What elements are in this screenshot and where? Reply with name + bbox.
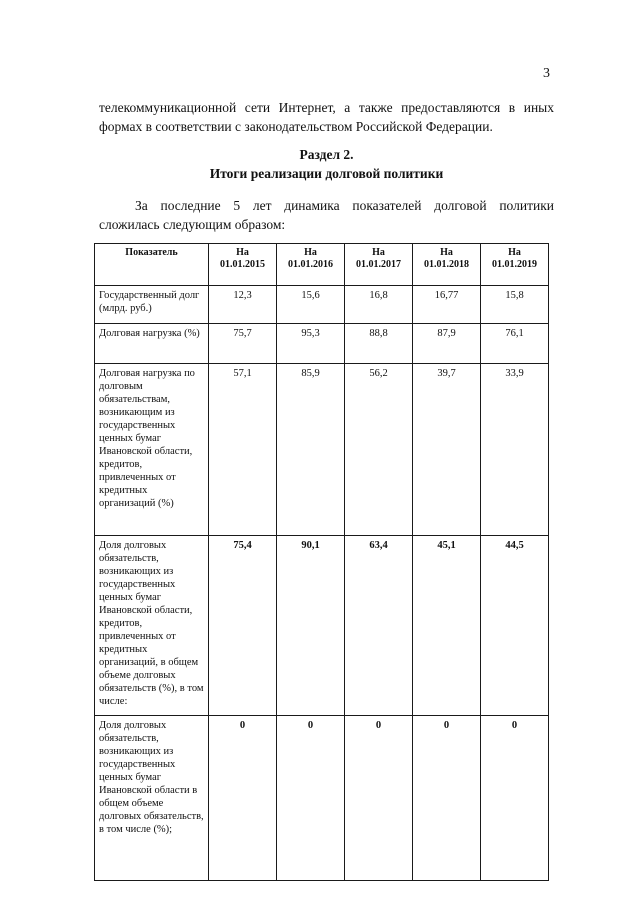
header-prefix: На <box>440 247 453 258</box>
header-prefix: На <box>508 247 521 258</box>
row-value: 16,8 <box>345 286 413 324</box>
row-value: 56,2 <box>345 364 413 536</box>
header-column <box>413 244 481 286</box>
row-value: 33,9 <box>481 364 549 536</box>
row-value: 85,9 <box>277 364 345 536</box>
table-row <box>95 716 549 881</box>
header-column <box>277 244 345 286</box>
row-value: 76,1 <box>481 324 549 364</box>
lead-line-1: За последние 5 лет динамика показателей долговой политики <box>135 198 554 213</box>
row-value: 45,1 <box>413 536 481 716</box>
row-value: 0 <box>481 716 549 881</box>
row-value: 39,7 <box>413 364 481 536</box>
header-date: 01.01.2019 <box>492 259 537 270</box>
row-label: Долговая нагрузка (%) <box>95 324 209 364</box>
row-value: 0 <box>413 716 481 881</box>
row-value: 75,7 <box>209 324 277 364</box>
row-label: Государственный долг (млрд. руб.) <box>95 286 209 324</box>
intro-line-2: формах в соответствии с законодательством Российской Федерации. <box>99 119 493 134</box>
header-indicator: Показатель <box>95 244 209 286</box>
lead-line-2: сложилась следующим образом: <box>99 217 286 232</box>
table-row <box>95 324 549 364</box>
header-column <box>345 244 413 286</box>
row-value: 75,4 <box>209 536 277 716</box>
header-prefix: На <box>372 247 385 258</box>
row-value: 63,4 <box>345 536 413 716</box>
header-column <box>209 244 277 286</box>
header-date: 01.01.2015 <box>220 259 265 270</box>
row-value: 87,9 <box>413 324 481 364</box>
intro-line-1: телекоммуникационной сети Интернет, а также предоставляются в иных <box>99 100 554 115</box>
debt-policy-table <box>94 243 549 881</box>
section-number: Раздел 2. <box>299 147 354 162</box>
lead-paragraph <box>99 196 554 234</box>
header-date: 01.01.2017 <box>356 259 401 270</box>
table-row <box>95 286 549 324</box>
row-value: 44,5 <box>481 536 549 716</box>
row-value: 15,6 <box>277 286 345 324</box>
row-value: 0 <box>209 716 277 881</box>
header-date: 01.01.2016 <box>288 259 333 270</box>
header-date: 01.01.2018 <box>424 259 469 270</box>
header-prefix: На <box>304 247 317 258</box>
intro-paragraph <box>99 98 554 136</box>
row-value: 0 <box>345 716 413 881</box>
row-label: Доля долговых обязательств, возникающих из государственных ценных бумаг Ивановской области в общем объеме долговых обязательств, в том числе (%); <box>95 716 209 881</box>
table-row <box>95 364 549 536</box>
row-value: 95,3 <box>277 324 345 364</box>
header-prefix: На <box>236 247 249 258</box>
section-heading <box>99 145 554 183</box>
row-value: 16,77 <box>413 286 481 324</box>
table-header-row <box>95 244 549 286</box>
table-row <box>95 536 549 716</box>
row-value: 0 <box>277 716 345 881</box>
row-value: 57,1 <box>209 364 277 536</box>
row-value: 12,3 <box>209 286 277 324</box>
header-column <box>481 244 549 286</box>
row-value: 90,1 <box>277 536 345 716</box>
row-label: Долговая нагрузка по долговым обязательствам, возникающим из государственных ценных бумаг Ивановской области, кредитов, привлеченных от кредитных организаций (%) <box>95 364 209 536</box>
page-number: 3 <box>543 66 550 81</box>
section-title: Итоги реализации долговой политики <box>209 166 444 181</box>
row-value: 15,8 <box>481 286 549 324</box>
row-label: Доля долговых обязательств, возникающих из государственных ценных бумаг Ивановской области, кредитов, привлеченных от кредитных организаций, в общем объеме долговых обязательств (%), в том числе: <box>95 536 209 716</box>
row-value: 88,8 <box>345 324 413 364</box>
